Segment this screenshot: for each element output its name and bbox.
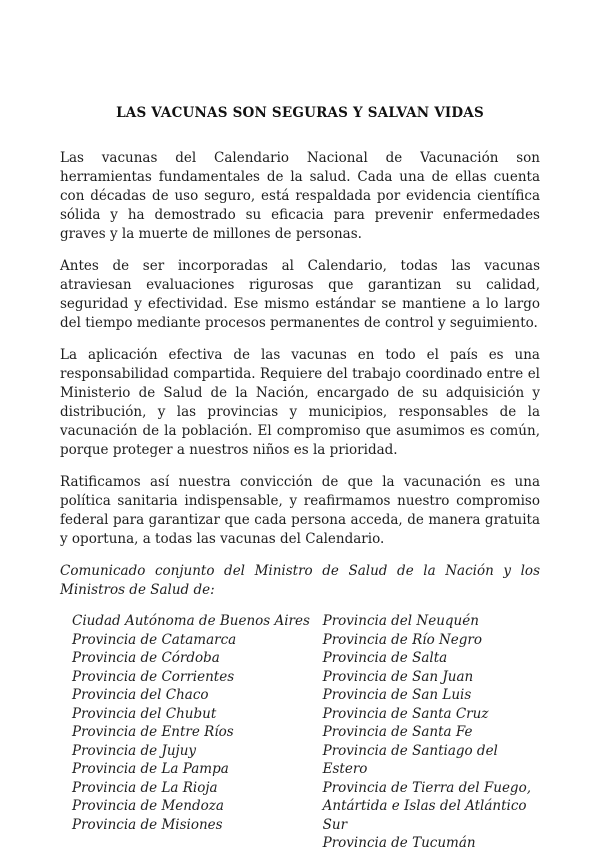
list-item: Provincia de Tucumán bbox=[322, 835, 476, 849]
list-item: Provincia de San Luis bbox=[322, 687, 472, 703]
list-item: Ciudad Autónoma de Buenos Aires bbox=[72, 613, 310, 629]
list-item: Provincia de Tierra del Fuego, Antártida e Islas del Atlántico Sur bbox=[322, 779, 531, 833]
list-item: Provincia del Chaco bbox=[72, 687, 209, 703]
list-item: Provincia de Mendoza bbox=[72, 798, 224, 814]
list-item: Provincia de Salta bbox=[322, 650, 448, 666]
list-item: Provincia de Entre Ríos bbox=[72, 724, 234, 740]
list-item: Provincia de Santa Fe bbox=[322, 724, 473, 740]
paragraph-4: Ratificamos así nuestra convicción de que la vacunación es una política sanitaria indispensable, y reafirmamos nuestro compromiso federal para garantizar que cada persona acceda, de manera gratuita y oportuna, a todas las vacunas del Calendario. bbox=[60, 474, 540, 547]
signatory-intro: Comunicado conjunto del Ministro de Salud de la Nación y los Ministros de Salud de: bbox=[60, 563, 540, 598]
list-item: Provincia de Santa Cruz bbox=[322, 705, 489, 722]
list-item: Provincia de Jujuy bbox=[72, 742, 197, 759]
signatory-list bbox=[60, 612, 540, 849]
paragraph-1: Las vacunas del Calendario Nacional de Vacunación son herramientas fundamentales de la salud. Cada una de ellas cuenta con décadas de uso seguro, está respaldada por evidencia científica sólida y ha demostrado su eficacia para prevenir enfermedades graves y la muerte de millones de personas. bbox=[60, 150, 540, 242]
list-item: Provincia de Santiago del Estero bbox=[322, 742, 498, 777]
list-item: Provincia de Córdoba bbox=[72, 650, 220, 666]
page-title: LAS VACUNAS SON SEGURAS Y SALVAN VIDAS bbox=[116, 105, 484, 121]
list-item: Provincia de Misiones bbox=[72, 816, 223, 833]
list-item: Provincia de Corrientes bbox=[72, 668, 235, 685]
paragraph-3: La aplicación efectiva de las vacunas en todo el país es una responsabilidad compartida. Requiere del trabajo coordinado entre el Ministerio de Salud de la Nación, encargado de su adquisición y distribución, y las provincias y municipios, responsables de la vacunación de la población. El compromiso que asumimos es común, porque proteger a nuestros niños es la prioridad. bbox=[60, 347, 540, 458]
list-item: Provincia de La Pampa bbox=[72, 761, 229, 777]
list-item: Provincia de San Juan bbox=[322, 668, 474, 685]
signatory-column-left bbox=[72, 612, 323, 834]
list-item: Provincia de Río Negro bbox=[322, 631, 483, 648]
signatory-column-right bbox=[323, 612, 540, 849]
list-item: Provincia del Neuquén bbox=[322, 613, 479, 629]
list-item: Provincia de La Rioja bbox=[72, 779, 218, 796]
list-item: Provincia de Catamarca bbox=[72, 631, 237, 648]
list-item: Provincia del Chubut bbox=[72, 705, 217, 722]
paragraph-2: Antes de ser incorporadas al Calendario, todas las vacunas atraviesan evaluaciones rigurosas que garantizan su calidad, seguridad y efectividad. Ese mismo estándar se mantiene a lo largo del tiempo mediante procesos permanentes de control y seguimiento. bbox=[60, 258, 540, 331]
